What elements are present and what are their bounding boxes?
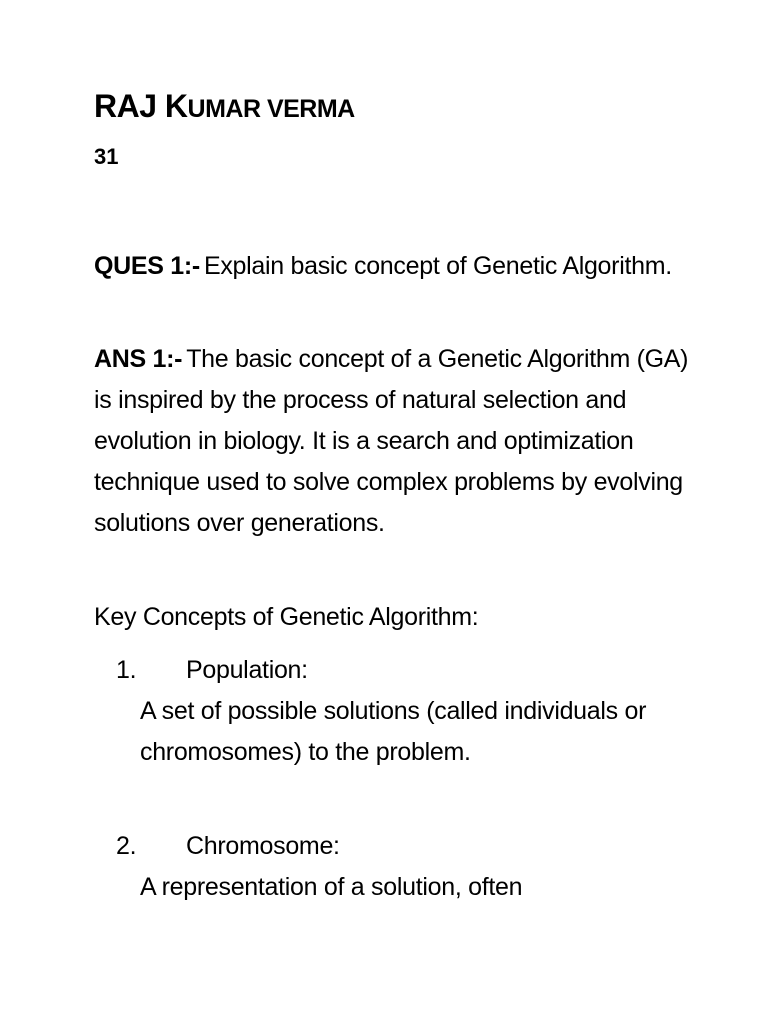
list-item-description: A representation of a solution, often — [140, 873, 523, 901]
author-name-part-1: RAJ K — [94, 88, 188, 124]
list-item-head — [94, 826, 694, 867]
list-item-description: A set of possible solutions (called individuals or chromosomes) to the problem. — [140, 697, 647, 766]
question-paragraph — [94, 246, 694, 287]
question-text: Explain basic concept of Genetic Algorithm. — [203, 252, 672, 280]
answer-text: The basic concept of a Genetic Algorithm (GA) is inspired by the process of natural selection and evolution in biology. It is a search and optimization technique used to solve complex problems by evolving solutions over generations. — [94, 345, 689, 537]
key-concepts-heading: Key Concepts of Genetic Algorithm: — [94, 603, 479, 631]
author-name-part-2: UMAR VERMA — [187, 95, 355, 123]
answer-paragraph — [94, 339, 694, 544]
list-item — [94, 650, 694, 773]
answer-label: ANS 1:- — [94, 345, 183, 373]
list-item-number: 1. — [116, 656, 137, 684]
list-item-number: 2. — [116, 832, 137, 860]
question-label: QUES 1:- — [94, 252, 200, 280]
list-item-title: Population: — [186, 656, 308, 684]
list-item-head — [94, 650, 694, 691]
list-item — [94, 826, 694, 908]
author-name — [94, 88, 355, 125]
roll-number: 31 — [94, 144, 119, 169]
list-item-title: Chromosome: — [186, 832, 340, 860]
